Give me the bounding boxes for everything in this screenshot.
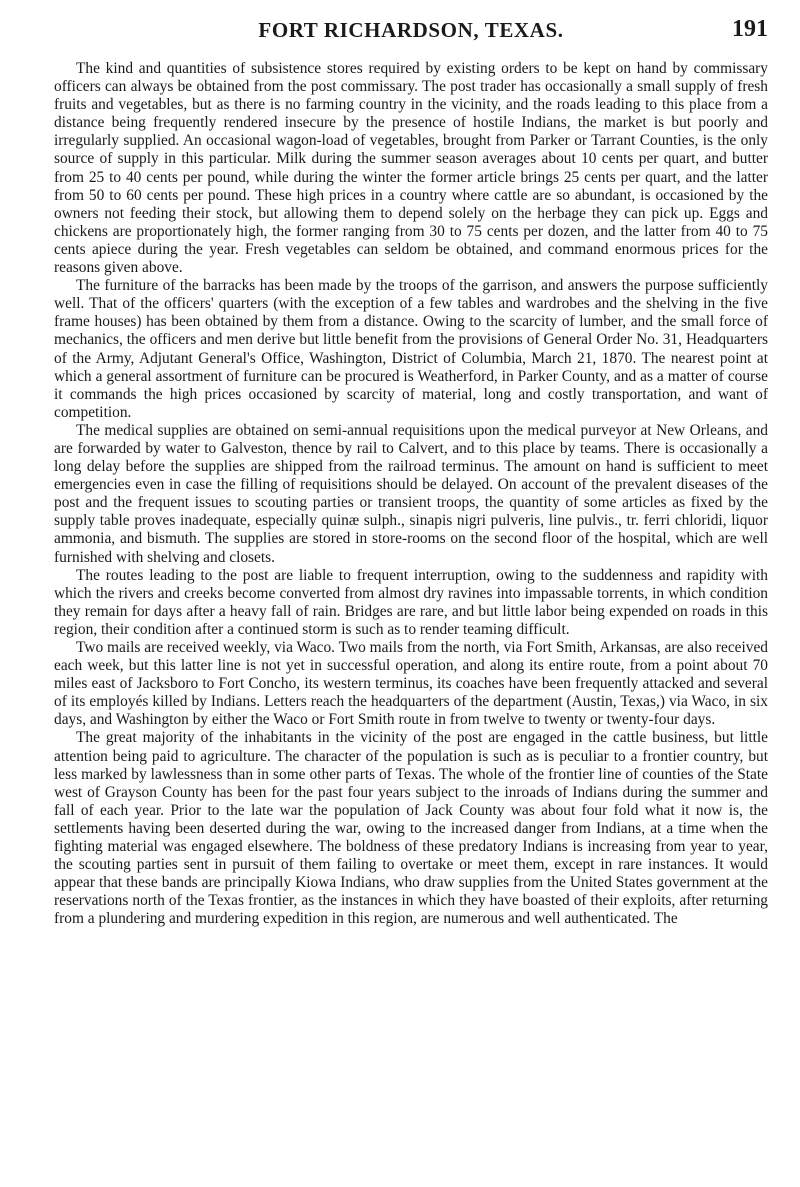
paragraph-subsistence: The kind and quantities of subsistence stores required by existing orders to be kept on hand by commissary officers can always be obtained from the post commissary. The post trader has occasionally a small supply of fresh fruits and vegetables, but as there is no farming country in the vicinity, and the roads leading to this place from a distance being frequently rendered insecure by the presence of hostile Indians, the market is but poorly and irregularly supplied. An occasional wagon-load of vegetables, brought from Parker or Tarrant Counties, is the only source of supply in this particular. Milk during the summer season averages about 10 cents per quart, and butter from 25 to 40 cents per pound, while during the winter the former article brings 25 cents per quart, and the latter from 50 to 60 cents per pound. These high prices in a country where cattle are so abundant, is occasioned by the owners not feeding their stock, but allowing them to depend solely on the herbage they can pick up. Eggs and chickens are proportionately high, the former ranging from 30 to 75 cents per dozen, and the latter from 40 to 75 cents apiece during the year. Fresh vegetables can seldom be obtained, and command enormous prices for the reasons given above. xyxy=(54,60,768,277)
running-title: FORT RICHARDSON, TEXAS. xyxy=(258,18,564,42)
paragraph-routes: The routes leading to the post are liable to frequent interruption, owing to the suddenness and rapidity with which the rivers and creeks become converted from almost dry ravines into impassable torrents, in which condition they remain for days after a heavy fall of rain. Bridges are rare, and but little labor being expended on roads in this region, their condition after a continued storm is such as to render teaming difficult. xyxy=(54,566,768,638)
page-number: 191 xyxy=(732,16,768,42)
paragraph-furniture: The furniture of the barracks has been made by the troops of the garrison, and answers the purpose sufficiently well. That of the officers' quarters (with the exception of a few tables and wardrobes and the shelving in the five frame houses) has been obtained by them from a distance. Owing to the scarcity of lumber, and the small force of mechanics, the officers and men derive but little benefit from the provisions of General Order No. 31, Headquarters of the Army, Adjutant General's Office, Washington, District of Columbia, March 21, 1870. The nearest point at which a general assortment of furniture can be procured is Weatherford, in Parker County, and as a matter of course it commands the high prices occasioned by scarcity of material, long and costly transportation, and want of competition. xyxy=(54,277,768,421)
paragraph-mails: Two mails are received weekly, via Waco. Two mails from the north, via Fort Smith, Arkansas, are also received each week, but this latter line is not yet in successful operation, and along its entire route, from a point about 70 miles east of Jacksboro to Fort Concho, its western terminus, its coaches have been frequently attacked and several of its employés killed by Indians. Letters reach the headquarters of the department (Austin, Texas,) via Waco, in six days, and Washington by either the Waco or Fort Smith route in from twelve to twenty or twenty-four days. xyxy=(54,639,768,729)
running-head xyxy=(54,14,768,44)
body-text xyxy=(54,60,768,929)
paragraph-medical-supplies: The medical supplies are obtained on semi-annual requisitions upon the medical purveyor at New Orleans, and are forwarded by water to Galveston, thence by rail to Calvert, and to this place by teams. There is occasionally a long delay before the supplies are shipped from the railroad terminus. The amount on hand is sufficient to meet emergencies even in case the filling of requisitions should be delayed. On account of the prevalent diseases of the post and the frequent issues to scouting parties or transient troops, the quantity of some articles as fixed by the supply table proves inadequate, especially quinæ sulph., sinapis nigri pulveris, line pulvis., tr. ferri chloridi, liquor ammonia, and bismuth. The supplies are stored in store-rooms on the second floor of the hospital, which are well furnished with shelving and closets. xyxy=(54,421,768,566)
paragraph-inhabitants: The great majority of the inhabitants in the vicinity of the post are engaged in the cattle business, but little attention being paid to agriculture. The character of the population is such as is peculiar to a frontier country, but less marked by lawlessness than in some other parts of Texas. The whole of the frontier line of counties of the State west of Grayson County has been for the past four years subject to the inroads of Indians during the summer and fall of each year. Prior to the late war the population of Jack County was about four fold what it now is, the settlements having been deserted during the war, owing to the increased danger from Indians, at a time when the fighting material was engaged elsewhere. The boldness of these predatory Indians is increasing from year to year, the scouting parties sent in pursuit of them failing to overtake or meet them, except in rare instances. It would appear that these bands are principally Kiowa Indians, who draw supplies from the United States government at the reservations north of the Texas frontier, as the instances in which they have boasted of their exploits, after returning from a plundering and murdering expedition in this region, are numerous and well authenticated. The xyxy=(54,729,768,928)
